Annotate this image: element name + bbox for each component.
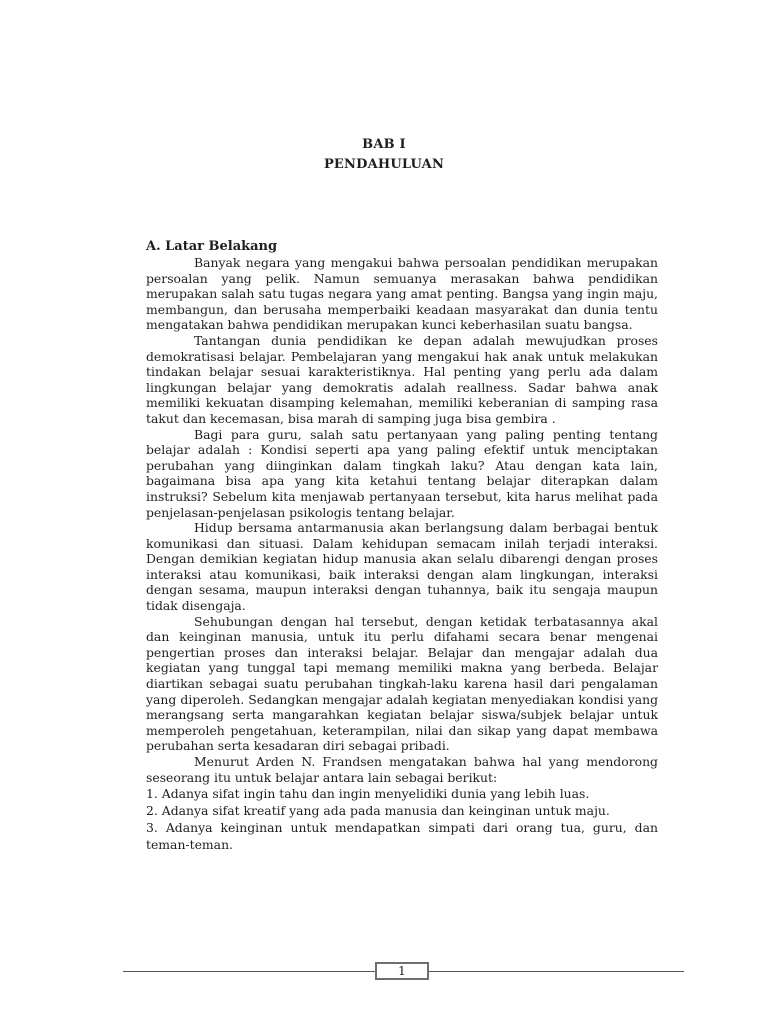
list-item: 2. Adanya sifat kreatif yang ada pada manusia dan keinginan untuk maju. bbox=[146, 803, 610, 819]
paragraph: Banyak negara yang mengakui bahwa persoalan pendidikan merupakan persoalan yang pelik. Namun semuanya merasakan bahwa pendidikan merupakan salah satu tugas negara yang amat penting. Bangsa yang ingin maju, membangun, dan berusaha memperbaiki keadaan masyarakat dan dunia tentu mengatakan bahwa pendidikan merupakan kunci keberhasilan suatu bangsa. bbox=[146, 255, 658, 333]
page-number: 1 bbox=[375, 962, 429, 980]
paragraph: Menurut Arden N. Frandsen mengatakan bahwa hal yang mendorong seseorang itu untuk belajar antara lain sebagai berikut: bbox=[146, 754, 658, 785]
chapter-title: PENDAHULUAN bbox=[323, 157, 445, 172]
paragraph: Bagi para guru, salah satu pertanyaan yang paling penting tentang belajar adalah : Kondisi seperti apa yang paling efektif untuk menciptakan perubahan yang diinginkan dalam tingkah laku? Atau dengan kata lain, bagaimana bisa apa yang kita ketahui tentang belajar diterapkan dalam instruksi? Sebelum kita menjawab pertanyaan tersebut, kita harus melihat pada penjelasan-penjelasan psikologis tentang belajar. bbox=[146, 426, 658, 520]
chapter-label: BAB I bbox=[362, 137, 406, 152]
section-heading: A. Latar Belakang bbox=[146, 239, 278, 254]
list-item: 3. Adanya keinginan untuk mendapatkan simpati dari orang tua, guru, dan teman-teman. bbox=[146, 820, 658, 853]
numbered-list bbox=[146, 785, 658, 853]
main-content bbox=[146, 238, 658, 853]
paragraph: Sehubungan dengan hal tersebut, dengan ketidak terbatasannya akal dan keinginan manusia, untuk itu perlu difahami secara benar mengenai pengertian proses dan interaksi belajar. Belajar dan mengajar adalah dua kegiatan yang tunggal tapi memang memiliki makna yang berbeda. Belajar diartikan sebagai suatu perubahan tingkah-laku karena hasil dari pengalaman yang diperoleh. Sedangkan mengajar adalah kegiatan menyediakan kondisi yang merangsang serta mangarahkan kegiatan belajar siswa/subjek belajar untuk memperoleh pengetahuan, keterampilan, nilai dan sikap yang dapat membawa perubahan serta kesadaran diri sebagai pribadi. bbox=[146, 613, 658, 754]
list-item: 1. Adanya sifat ingin tahu dan ingin menyelidiki dunia yang lebih luas. bbox=[146, 786, 590, 802]
paragraph: Hidup bersama antarmanusia akan berlangsung dalam berbagai bentuk komunikasi dan situasi. Dalam kehidupan semacam inilah terjadi interaksi. Dengan demikian kegiatan hidup manusia akan selalu dibarengi dengan proses interaksi atau komunikasi, baik interaksi dengan alam lingkungan, interaksi dengan sesama, maupun interaksi dengan tuhannya, baik itu sengaja maupun tidak disengaja. bbox=[146, 520, 658, 614]
paragraph: Tantangan dunia pendidikan ke depan adalah mewujudkan proses demokratisasi belajar. Pembelajaran yang mengakui hak anak untuk melakukan tindakan belajar sesuai karakteristiknya. Hal penting yang perlu ada dalam lingkungan belajar yang demokratis adalah reallness. Sadar bahwa anak memiliki kekuatan disamping kelemahan, memiliki keberanian di samping rasa takut dan kecemasan, bisa marah di samping juga bisa gembira . bbox=[146, 332, 658, 426]
